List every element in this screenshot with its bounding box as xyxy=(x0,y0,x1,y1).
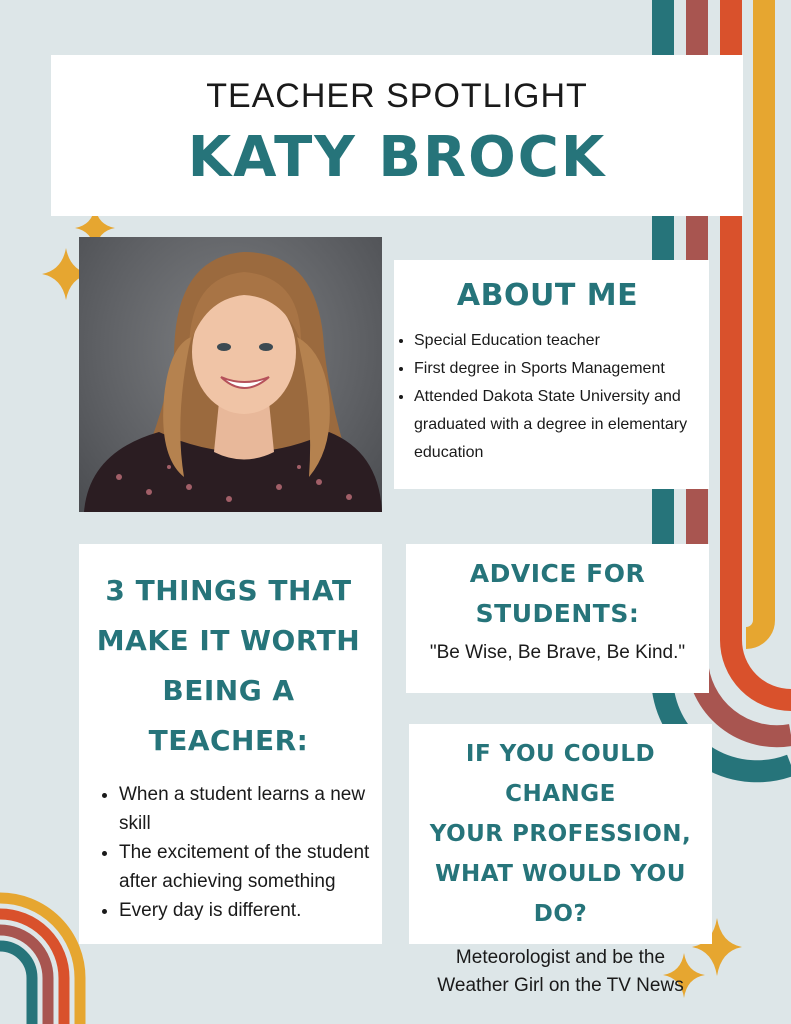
page-kicker: TEACHER SPOTLIGHT xyxy=(206,77,588,115)
teacher-name: KATY BROCK xyxy=(187,125,607,190)
heading-line: MAKE IT WORTH xyxy=(96,624,361,657)
portrait-illustration xyxy=(79,237,382,512)
profession-answer: Meteorologist and be the Weather Girl on the TV News xyxy=(437,947,684,996)
three-things-card xyxy=(79,544,382,944)
heading-line: WHAT WOULD YOU DO? xyxy=(435,861,686,927)
list-item: • First degree in Sports Management xyxy=(414,355,701,383)
list-item: • Attended Dakota State University and graduated with a degree in elementary education xyxy=(414,383,701,467)
header-card xyxy=(51,55,743,216)
advice-quote: "Be Wise, Be Brave, Be Kind." xyxy=(429,642,686,663)
advice-heading xyxy=(410,554,705,634)
teacher-photo xyxy=(79,237,382,512)
corner-arc-teal xyxy=(0,946,32,1024)
list-item: • Special Education teacher xyxy=(414,327,701,355)
stripe-gold xyxy=(746,0,764,638)
list-item: • The excitement of the student after achieving something xyxy=(119,838,372,896)
heading-line: 3 THINGS THAT xyxy=(105,574,352,607)
heading-line: BEING A TEACHER: xyxy=(148,674,309,757)
three-things-list xyxy=(85,780,372,925)
about-me-card xyxy=(394,260,709,489)
profession-card xyxy=(409,724,712,996)
about-me-heading: ABOUT ME xyxy=(456,278,639,313)
list-item: • When a student learns a new skill xyxy=(119,780,372,838)
about-me-list xyxy=(394,327,701,467)
advice-card xyxy=(406,544,709,693)
heading-line: ADVICE FOR xyxy=(469,559,646,588)
heading-line: IF YOU COULD CHANGE xyxy=(465,741,656,807)
heading-line: YOUR PROFESSION, xyxy=(429,821,692,847)
profession-heading xyxy=(411,734,710,934)
three-things-heading xyxy=(85,566,372,766)
list-item: • Every day is different. xyxy=(119,896,372,925)
heading-line: STUDENTS: xyxy=(475,599,640,628)
